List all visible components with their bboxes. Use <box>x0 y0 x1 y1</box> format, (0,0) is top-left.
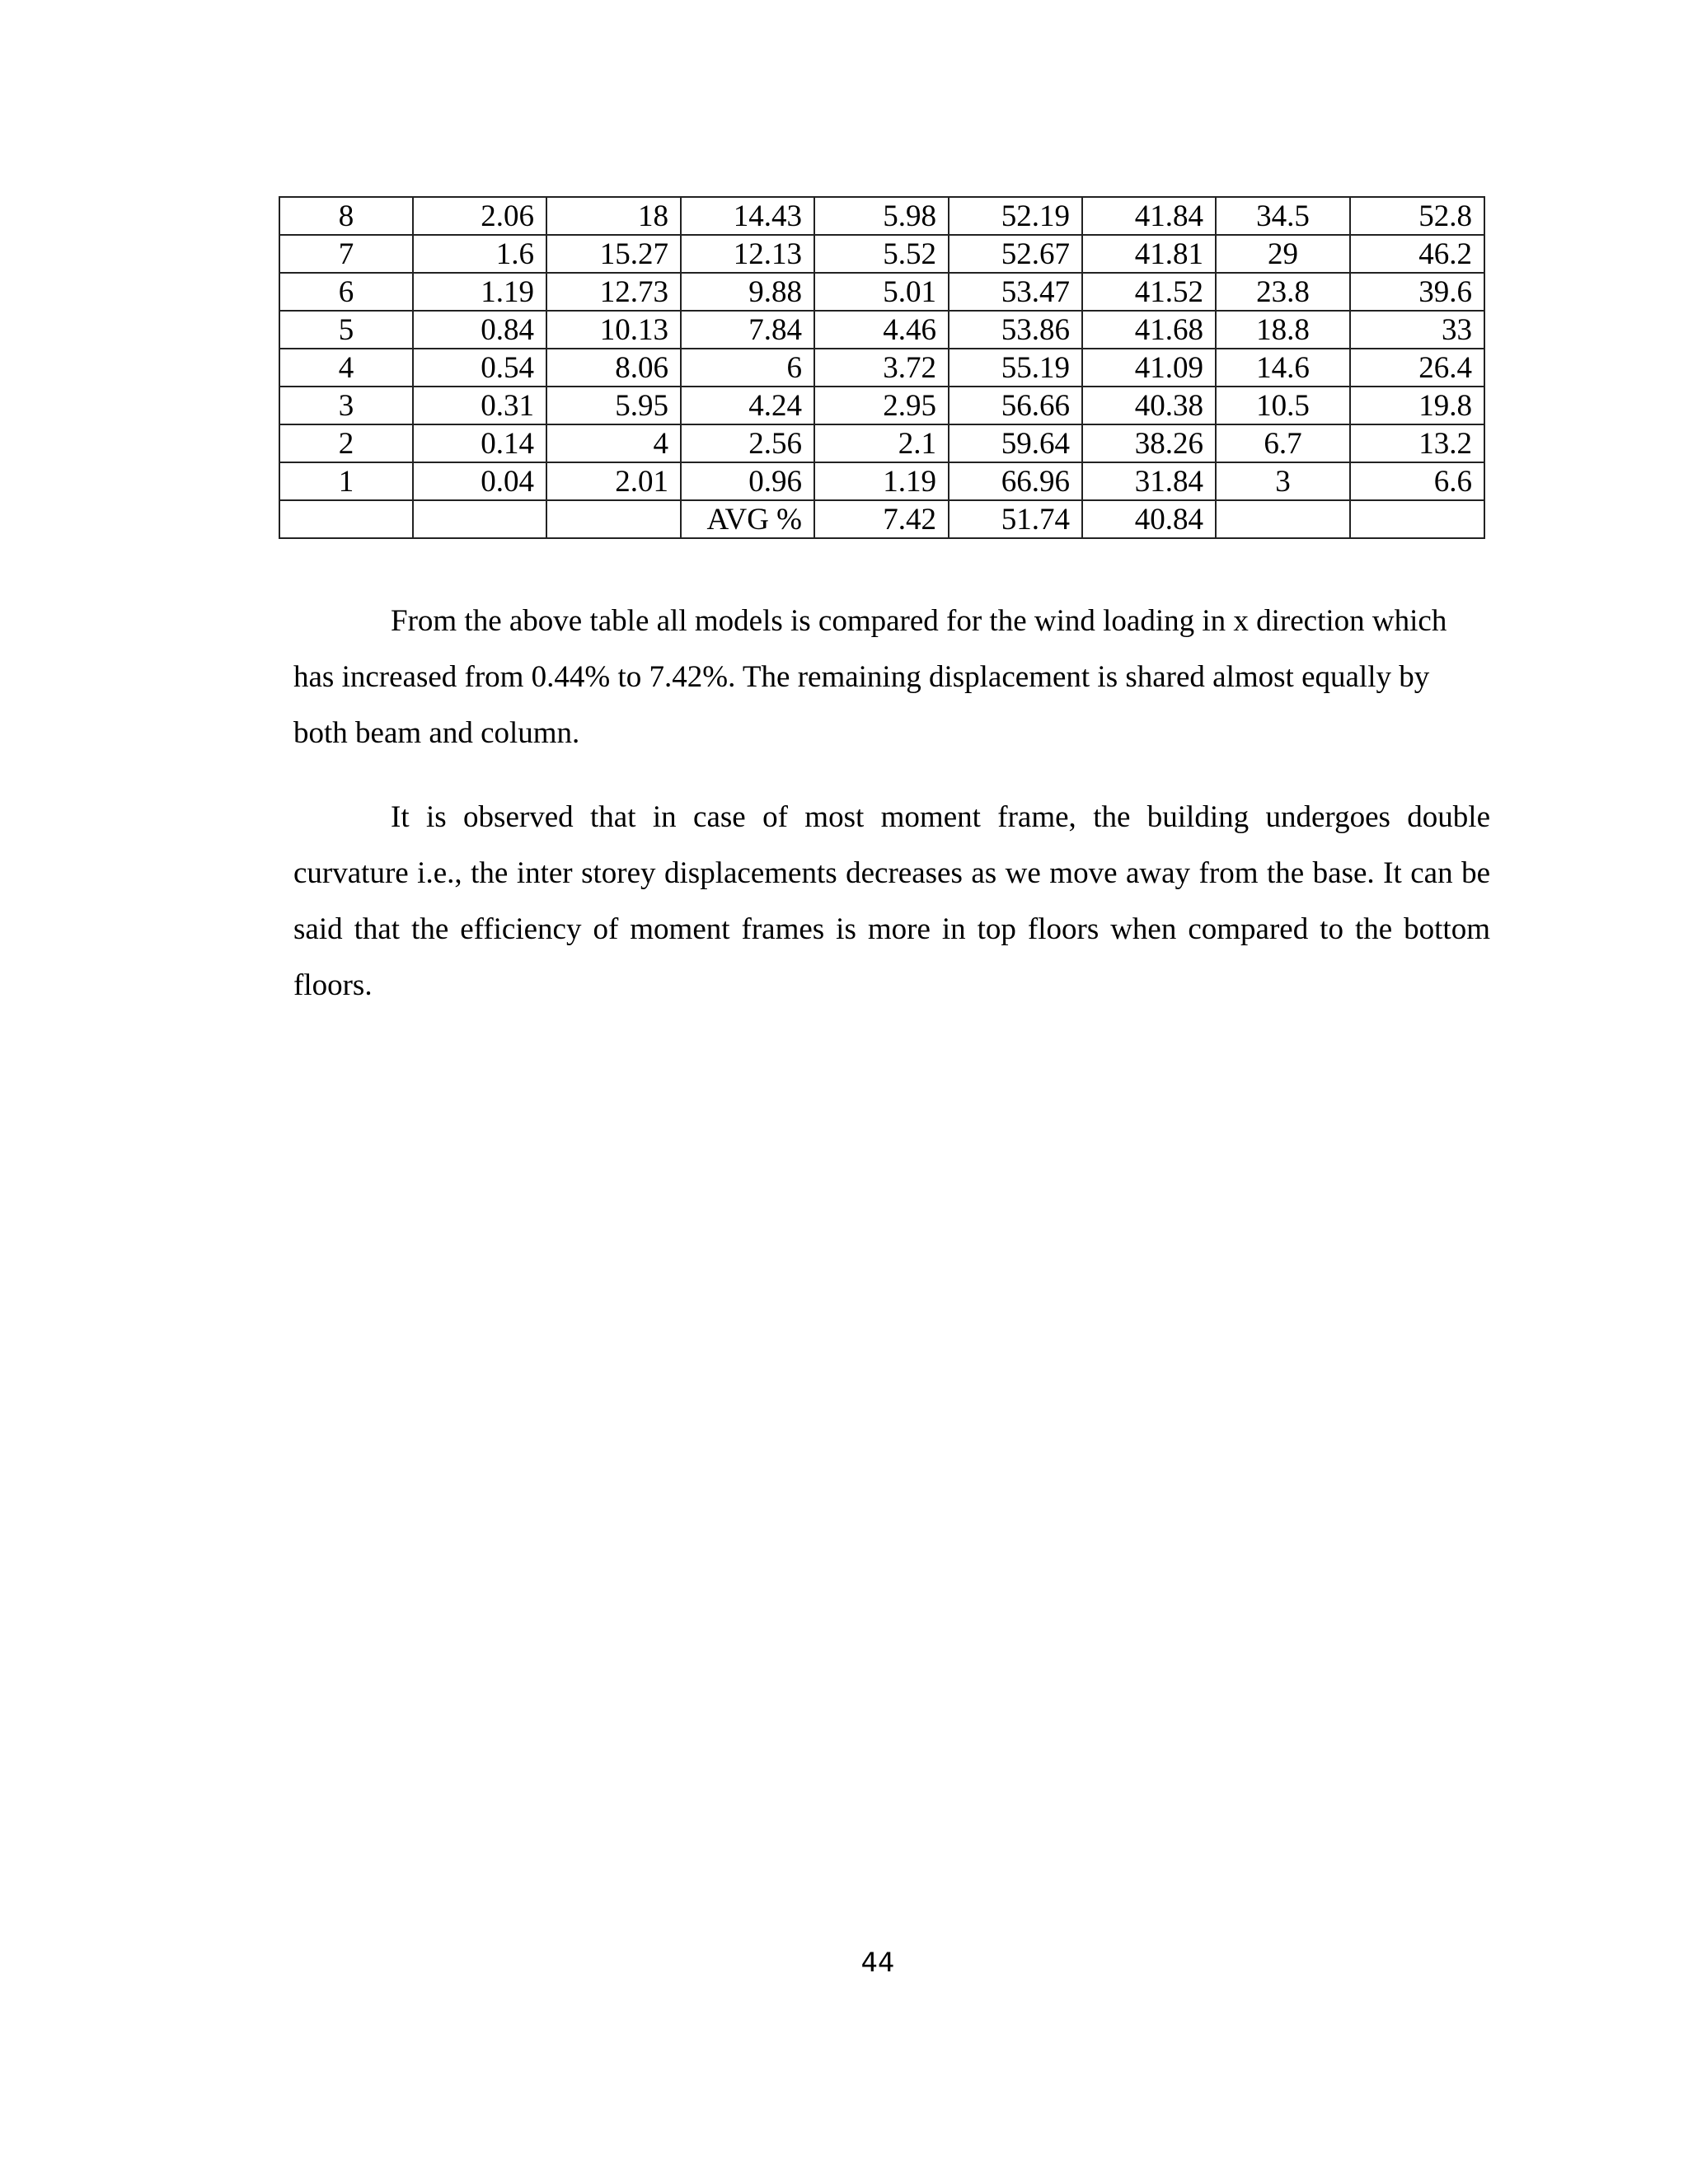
table-cell: 53.47 <box>949 273 1082 311</box>
table-row <box>279 311 1484 349</box>
table-cell: 14.43 <box>681 197 814 235</box>
table-cell: 7.84 <box>681 311 814 349</box>
table-cell: 4 <box>546 424 681 462</box>
table-cell: 10.13 <box>546 311 681 349</box>
table-cell: 5.01 <box>814 273 949 311</box>
table-cell: 12.73 <box>546 273 681 311</box>
table-cell: 18.8 <box>1216 311 1350 349</box>
table-cell: 6 <box>681 349 814 387</box>
table-cell: 4 <box>279 349 413 387</box>
table-cell: 0.31 <box>413 387 546 424</box>
table-cell: 5.95 <box>546 387 681 424</box>
table-cell: 4.24 <box>681 387 814 424</box>
table-cell: 10.5 <box>1216 387 1350 424</box>
table-cell: 3 <box>279 387 413 424</box>
avg-cell <box>1216 500 1350 538</box>
table-row <box>279 349 1484 387</box>
avg-label: AVG % <box>681 500 814 538</box>
storey-displacement-table <box>279 196 1485 539</box>
table-row <box>279 235 1484 273</box>
table-cell: 4.46 <box>814 311 949 349</box>
table-cell: 29 <box>1216 235 1350 273</box>
table-cell: 13.2 <box>1350 424 1484 462</box>
table-cell: 41.52 <box>1082 273 1216 311</box>
avg-cell <box>546 500 681 538</box>
table-cell: 6.7 <box>1216 424 1350 462</box>
paragraph-wind-loading: From the above table all models is compared for the wind loading in x direction which has increased from 0.44% to 7.42%. The remaining displacement is shared almost equally by both beam and column. <box>293 604 1447 750</box>
table-cell: 3.72 <box>814 349 949 387</box>
table-cell: 34.5 <box>1216 197 1350 235</box>
table-row <box>279 197 1484 235</box>
table-cell: 52.8 <box>1350 197 1484 235</box>
table-cell: 0.04 <box>413 462 546 500</box>
table-cell: 2.06 <box>413 197 546 235</box>
table-cell: 33 <box>1350 311 1484 349</box>
table-cell: 2.1 <box>814 424 949 462</box>
table-cell: 3 <box>1216 462 1350 500</box>
table-cell: 12.13 <box>681 235 814 273</box>
table-row <box>279 387 1484 424</box>
table-cell: 55.19 <box>949 349 1082 387</box>
table-cell: 38.26 <box>1082 424 1216 462</box>
table-cell: 1.19 <box>814 462 949 500</box>
avg-cell <box>1350 500 1484 538</box>
table-cell: 41.09 <box>1082 349 1216 387</box>
page-number: 44 <box>860 1947 895 1978</box>
table-body <box>279 197 1484 538</box>
table-cell: 8.06 <box>546 349 681 387</box>
table-cell: 52.19 <box>949 197 1082 235</box>
avg-cell: 51.74 <box>949 500 1082 538</box>
avg-cell: 7.42 <box>814 500 949 538</box>
table-cell: 66.96 <box>949 462 1082 500</box>
table-cell: 6.6 <box>1350 462 1484 500</box>
table-cell: 0.96 <box>681 462 814 500</box>
table-row <box>279 424 1484 462</box>
table-cell: 0.14 <box>413 424 546 462</box>
table-row <box>279 462 1484 500</box>
table-cell: 41.68 <box>1082 311 1216 349</box>
table-cell: 1.19 <box>413 273 546 311</box>
table-row <box>279 273 1484 311</box>
table-cell: 15.27 <box>546 235 681 273</box>
paragraph-moment-frame: It is observed that in case of most moment frame, the building undergoes double curvature i.e., the inter storey displacements decreases as we move away from the base. It can be said that the efficiency of moment frames is more in top floors when compared to the bottom floors. <box>293 800 1490 1002</box>
table-cell: 9.88 <box>681 273 814 311</box>
table-cell: 23.8 <box>1216 273 1350 311</box>
table-cell: 2 <box>279 424 413 462</box>
table-cell: 41.84 <box>1082 197 1216 235</box>
table-cell: 1.6 <box>413 235 546 273</box>
table-cell: 53.86 <box>949 311 1082 349</box>
table-cell: 56.66 <box>949 387 1082 424</box>
table-cell: 5.98 <box>814 197 949 235</box>
avg-cell <box>413 500 546 538</box>
table-cell: 5.52 <box>814 235 949 273</box>
table-cell: 7 <box>279 235 413 273</box>
table-cell: 46.2 <box>1350 235 1484 273</box>
table-cell: 31.84 <box>1082 462 1216 500</box>
table-cell: 14.6 <box>1216 349 1350 387</box>
table-cell: 59.64 <box>949 424 1082 462</box>
table-cell: 26.4 <box>1350 349 1484 387</box>
table-cell: 6 <box>279 273 413 311</box>
table-cell: 52.67 <box>949 235 1082 273</box>
table-cell: 0.84 <box>413 311 546 349</box>
table-cell: 2.01 <box>546 462 681 500</box>
table-avg-row <box>279 500 1484 538</box>
table-cell: 5 <box>279 311 413 349</box>
avg-cell <box>279 500 413 538</box>
table-cell: 2.95 <box>814 387 949 424</box>
table-cell: 40.38 <box>1082 387 1216 424</box>
table-cell: 0.54 <box>413 349 546 387</box>
table-cell: 8 <box>279 197 413 235</box>
table-cell: 19.8 <box>1350 387 1484 424</box>
table-cell: 2.56 <box>681 424 814 462</box>
table-cell: 41.81 <box>1082 235 1216 273</box>
table-cell: 39.6 <box>1350 273 1484 311</box>
avg-cell: 40.84 <box>1082 500 1216 538</box>
table-cell: 18 <box>546 197 681 235</box>
table-cell: 1 <box>279 462 413 500</box>
